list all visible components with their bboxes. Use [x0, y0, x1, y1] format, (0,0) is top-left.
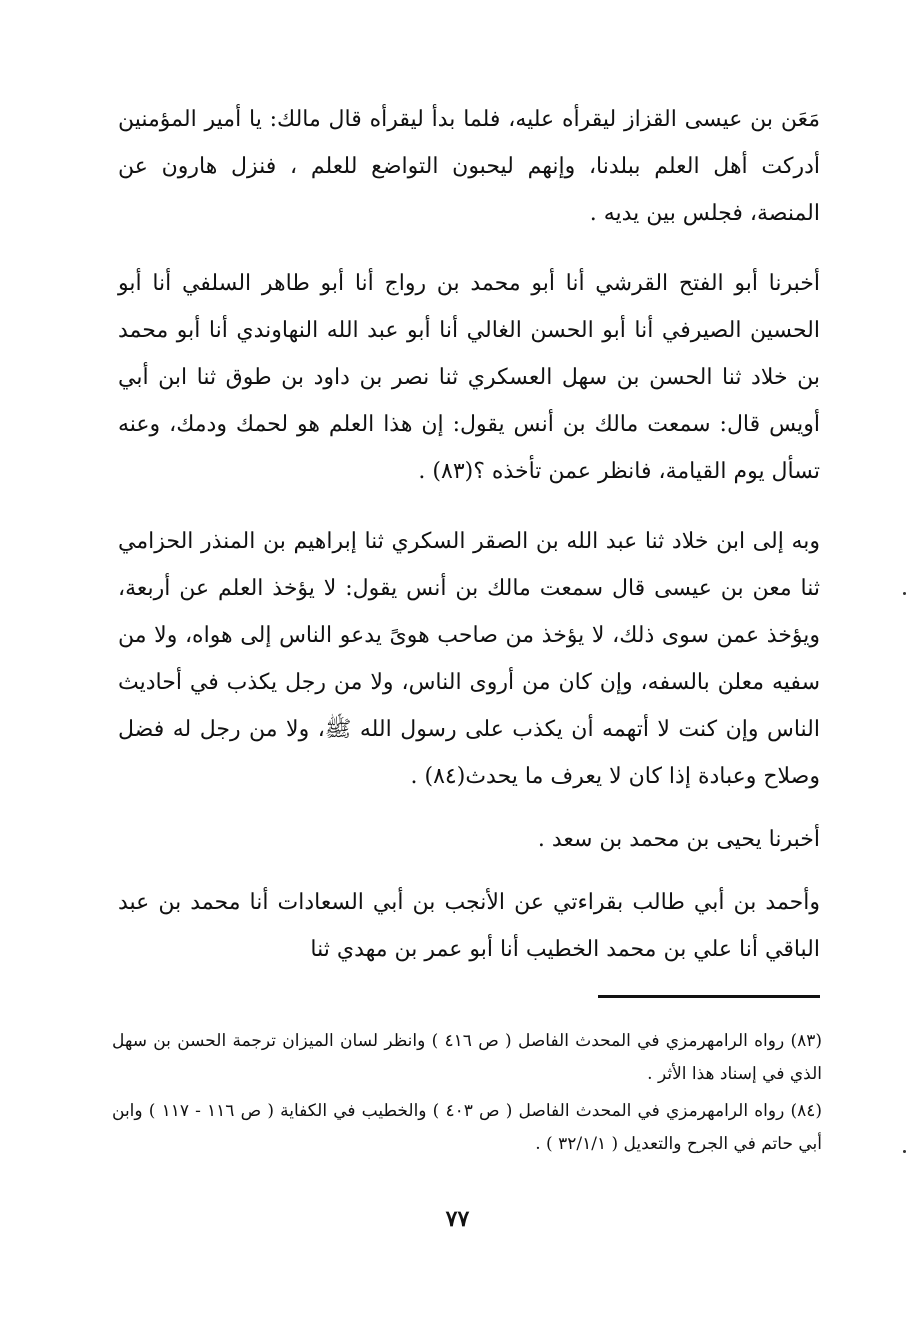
paragraph-1: مَعَن بن عيسى القزاز ليقرأه عليه، فلما بدأ ليقرأه قال مالك: يا أمير المؤمنين أدركت أهل العلم ببلدنا، وإنهم ليحبون التواضع للعلم ، فنزل هارون عن المنصة، فجلس بين يديه .: [118, 107, 820, 226]
footnote-divider: [598, 995, 820, 998]
paragraph-2: أخبرنا أبو الفتح القرشي أنا أبو محمد بن رواج أنا أبو طاهر السلفي أنا أبو الحسين الصيرفي أنا أبو الحسن الغالي أنا أبو عبد الله النهاوندي أنا أبو محمد بن خلاد ثنا الحسن بن سهل العسكري ثنا نصر بن داود بن طوق ثنا ابن أبي أويس قال: سمعت مالك بن أنس يقول: إن هذا العلم هو لحمك ودمك، وعنه تسأل يوم القيامة، فانظر عمن تأخذه ؟(٨٣) .: [118, 271, 820, 484]
paragraph-3: وبه إلى ابن خلاد ثنا عبد الله بن الصقر السكري ثنا إبراهيم بن المنذر الحزامي ثنا معن بن عيسى قال سمعت مالك بن أنس يقول: لا يؤخذ العلم عن أربعة، ويؤخذ عمن سوى ذلك، لا يؤخذ من صاحب هوىً يدعو الناس إلى هواه، ولا من سفيه معلن بالسفه، وإن كان من أروى الناس، ولا من رجل يكذب في أحاديث الناس وإن كنت لا أتهمه أن يكذب على رسول الله ﷺ، ولا من رجل له فضل وصلاح وعبادة إذا كان لا يعرف ما يحدث(٨٤) .: [118, 529, 820, 789]
paragraph-5: وأحمد بن أبي طالب بقراءتي عن الأنجب بن أبي السعادات أنا محمد بن عبد الباقي أنا علي بن محمد الخطيب أنا أبو عمر بن مهدي ثنا: [118, 890, 820, 962]
footnotes-section: [112, 1025, 822, 1165]
footnote-84: (٨٤) رواه الرامهرمزي في المحدث الفاصل ( ص ٤٠٣ ) والخطيب في الكفاية ( ص ١١٦ - ١١٧ ) وابن أبي حاتم في الجرح والتعديل ( ٣٢/١/١ ) .: [112, 1101, 822, 1154]
scan-speck-mark: [903, 592, 906, 595]
page-number: ٧٧: [445, 1206, 470, 1232]
footnote-83: (٨٣) رواه الرامهرمزي في المحدث الفاصل ( ص ٤١٦ ) وانظر لسان الميزان ترجمة الحسن بن سهل الذي في إسناد هذا الأثر .: [112, 1031, 822, 1084]
scan-speck-mark: [903, 1150, 906, 1153]
paragraph-4: أخبرنا يحيى بن محمد بن سعد .: [537, 827, 820, 852]
main-text-body: [118, 96, 820, 973]
